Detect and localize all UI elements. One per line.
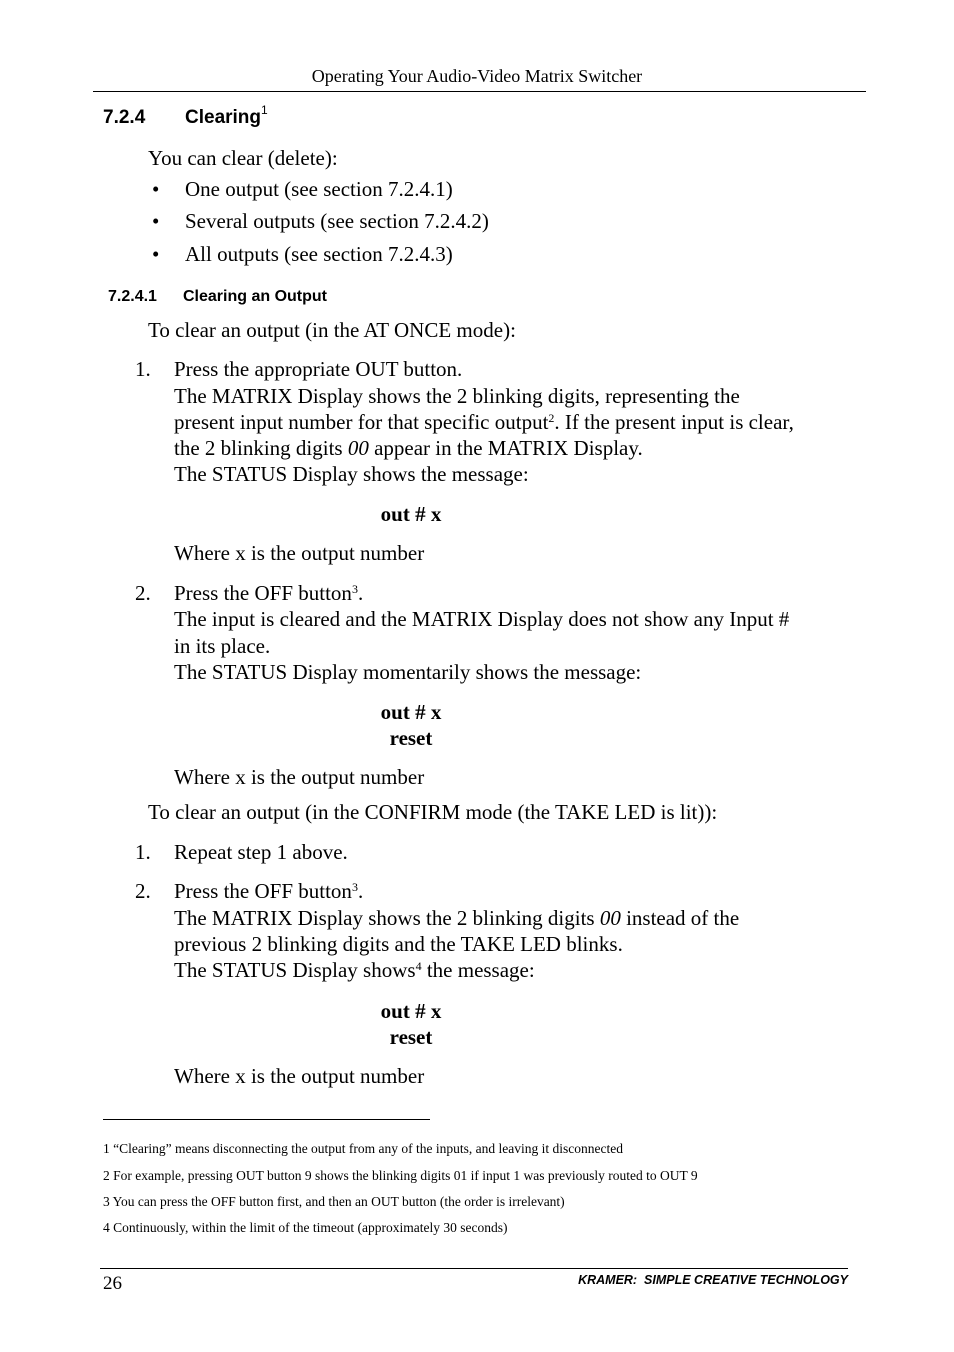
step-line: The STATUS Display shows the message: [174,462,529,486]
where-note: Where x is the output number [174,765,425,789]
footnote-ref-3: 3 [351,880,358,894]
step-line-text: . [357,879,364,903]
page-header-title: Operating Your Audio-Video Matrix Switcher [311,66,643,86]
status-message: reset [389,726,433,750]
bullet-glyph: • [152,209,160,233]
status-message: out # x [380,999,442,1023]
step-line: in its place. [174,634,271,658]
section-intro: You can clear (delete): [148,146,338,170]
step-line-text: The MATRIX Display shows the 2 blinking digits [174,906,600,930]
status-message: out # x [380,502,442,526]
step-number: 1. [135,840,151,864]
footnote-ref-2: 2 [548,411,555,425]
step-line-text: . [357,581,364,605]
footnote-ref-4: 4 [415,959,422,973]
at-once-intro: To clear an output (in the AT ONCE mode): [148,318,516,342]
footnote-ref-3: 3 [351,582,358,596]
footer-rule [100,1268,848,1269]
footnote-ref-1: 1 [261,103,268,117]
step-line-text: . If the present input is clear, [554,410,794,434]
step-line-text: instead of the [620,906,740,930]
where-note: Where x is the output number [174,541,425,565]
step-number: 2. [135,581,151,605]
bullet-glyph: • [152,177,160,201]
footnote-rule [103,1119,430,1120]
blinking-digits: 00 [599,906,621,930]
step-line-text: the message: [421,958,535,982]
step-line [174,878,363,904]
section-number: 7.2.4 [103,107,146,128]
step-line [174,409,794,435]
footnote: 4 Continuously, within the limit of the timeout (approximately 30 seconds) [103,1220,508,1235]
step-line [174,957,535,983]
step-line: Repeat step 1 above. [174,840,348,864]
step-line [174,435,643,461]
step-line [174,905,739,931]
blinking-digits: 00 [347,436,369,460]
step-line: The MATRIX Display shows the 2 blinking digits, representing the [174,384,740,408]
status-message: out # x [380,700,442,724]
step-number: 2. [135,879,151,903]
step-line: The STATUS Display momentarily shows the message: [174,660,642,684]
step-line-text: the 2 blinking digits [174,436,348,460]
footnote: 2 For example, pressing OUT button 9 shows the blinking digits 01 if input 1 was previously routed to OUT 9 [103,1168,698,1183]
bullet-item: One output (see section 7.2.4.1) [185,177,453,201]
bullet-glyph: • [152,242,160,266]
page-number: 26 [103,1273,122,1294]
section-title-text: Clearing [185,107,262,128]
subsection-number: 7.2.4.1 [108,288,157,305]
status-message: reset [389,1025,433,1049]
step-line [174,580,363,606]
step-line-text: present input number for that specific output [174,410,549,434]
bullet-item: All outputs (see section 7.2.4.3) [185,242,453,266]
step-line-text: The STATUS Display shows [174,958,416,982]
step-line-text: appear in the MATRIX Display. [368,436,643,460]
header-rule [93,91,866,92]
bullet-item: Several outputs (see section 7.2.4.2) [185,209,489,233]
step-line: Press the appropriate OUT button. [174,357,463,381]
section-title [185,103,268,129]
step-line-text: Press the OFF button [174,581,352,605]
step-line: previous 2 blinking digits and the TAKE LED blinks. [174,932,623,956]
where-note: Where x is the output number [174,1064,425,1088]
step-line: The input is cleared and the MATRIX Display does not show any Input # [174,607,790,631]
confirm-intro: To clear an output (in the CONFIRM mode (the TAKE LED is lit)): [148,800,718,824]
subsection-title: Clearing an Output [183,288,327,305]
footer-brand: KRAMER: SIMPLE CREATIVE TECHNOLOGY [578,1273,848,1287]
footnote: 3 You can press the OFF button first, and then an OUT button (the order is irrelevant) [103,1194,565,1209]
step-number: 1. [135,357,151,381]
step-line-text: Press the OFF button [174,879,352,903]
footnote: 1 “Clearing” means disconnecting the output from any of the inputs, and leaving it disconnected [103,1141,623,1156]
